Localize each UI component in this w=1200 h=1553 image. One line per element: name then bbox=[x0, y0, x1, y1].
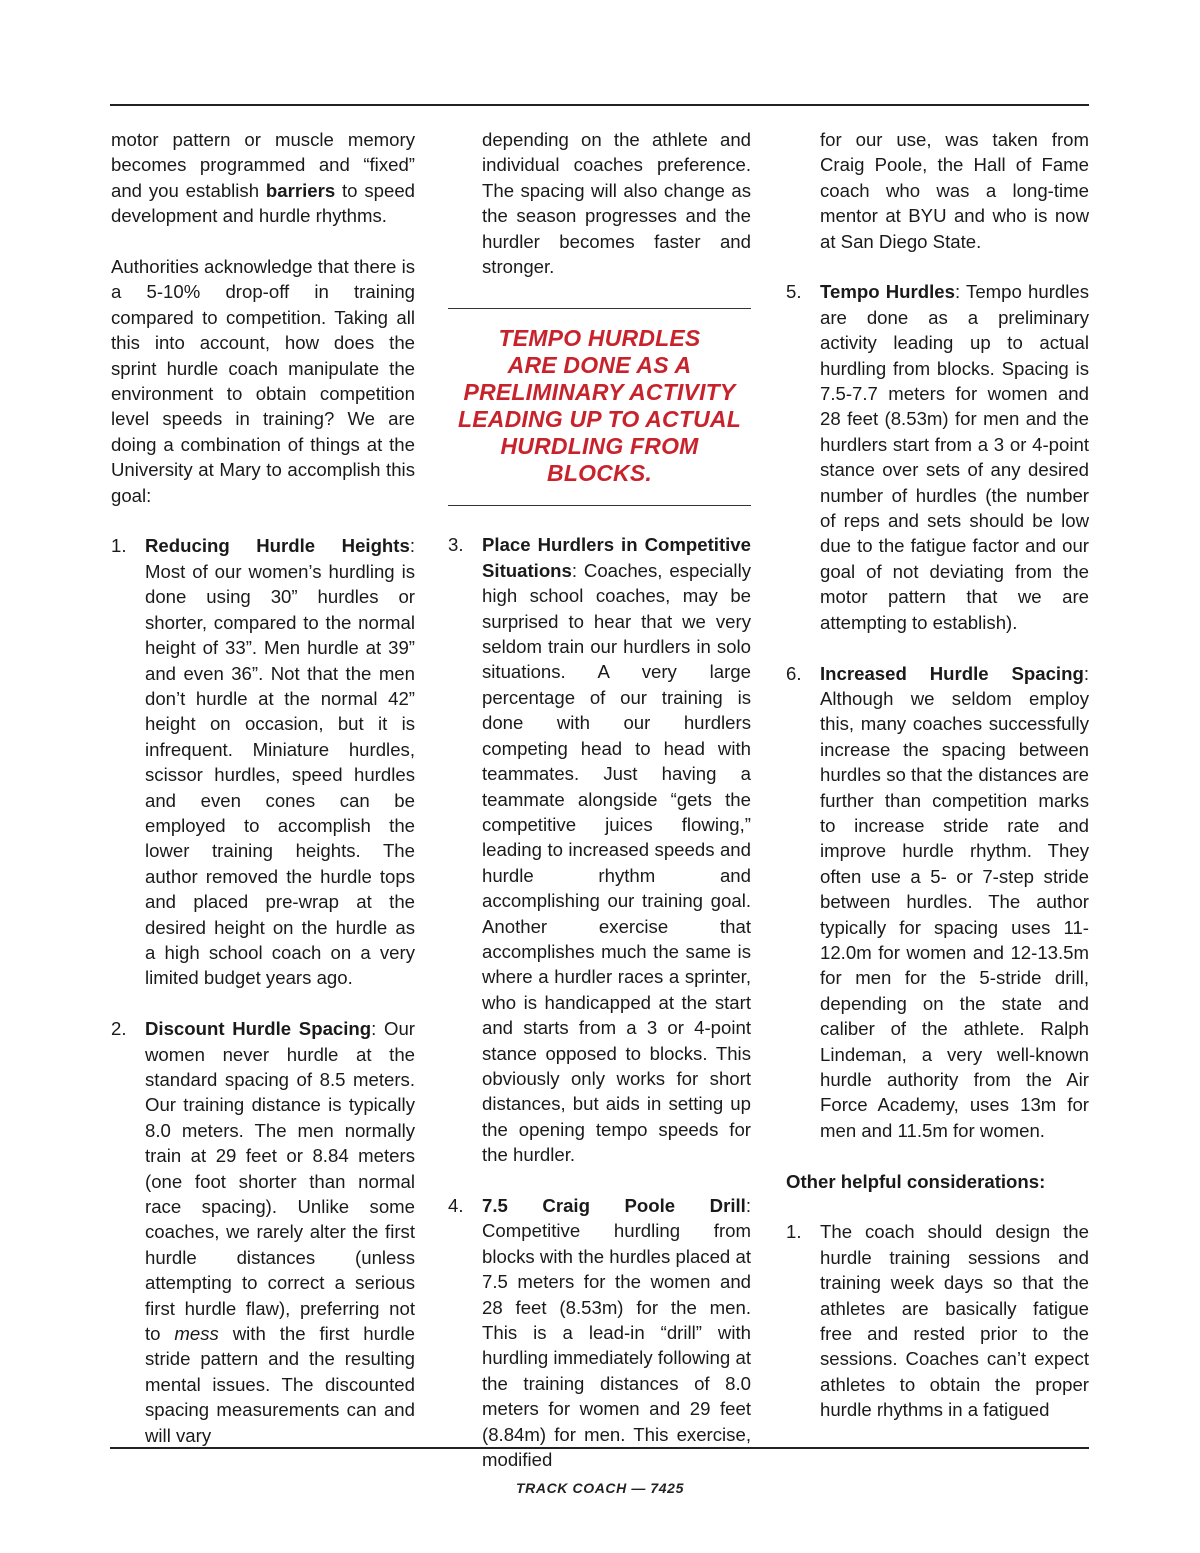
numbered-list bbox=[111, 533, 415, 1448]
item-number: 1. bbox=[786, 1221, 802, 1243]
numbered-list bbox=[786, 279, 1089, 1143]
item-number: 5. bbox=[786, 281, 802, 303]
column-3 bbox=[786, 127, 1089, 1448]
list-item bbox=[786, 1219, 1089, 1422]
list-item bbox=[786, 661, 1089, 1144]
item-heading: Reducing Hurdle Heights bbox=[145, 535, 410, 557]
item-number: 6. bbox=[786, 662, 802, 684]
item-text: : Tempo hurdles are done as a preliminary activity leading up to actual hurdling from blocks. Spacing is 7.5-7.7 meters for women and 28 feet (8.53m) for men and the hurdlers start from a 3 or 4-point stance over sets of any desired number of hurdles (the number of reps and sets should be low due to the fatigue factor and our goal of not deviating from the motor pattern that we are attempting to establish). bbox=[820, 281, 1090, 633]
list-item bbox=[786, 279, 1089, 635]
item-text: : Competitive hurdling from blocks with the hurdles placed at 7.5 meters for the women and 28 feet (8.53m) for the men. This is a lead-in “drill” with hurdling immediately following at the training distances of 8.0 meters for women and 29 feet (8.84m) for men. This exercise, modified bbox=[482, 1194, 751, 1471]
item-text: The coach should design the hurdle training sessions and training week days so that the athletes are basically fatigue free and rested prior to the sessions. Coaches can’t expect athletes to obtain the proper hurdle rhythms in a fatigued bbox=[820, 1221, 1089, 1421]
pull-quote bbox=[448, 308, 751, 506]
column-2 bbox=[448, 127, 751, 1498]
continued-text: for our use, was taken from Craig Poole, the Hall of Fame coach who was a long-time mentor at BYU and who is now at San Diego State. bbox=[820, 129, 1089, 252]
paragraph-motor-pattern bbox=[111, 127, 415, 229]
page-footer: TRACK COACH — 7425 bbox=[516, 1480, 684, 1496]
italic-run: mess bbox=[174, 1323, 219, 1345]
item-text: : Although we seldom employ this, many coaches successfully increase the spacing between hurdles so that the distances are further than competition marks to increase stride rate and improve hurdle rhythm. They often use a 5- or 7-step stride between hurdles. The author typically for spacing uses 11-12.0m for women and 12-13.5m for men for the 5-stride drill, depending on the state and caliber of the athlete. Ralph Lindeman, a very well-known hurdle authority from the Air Force Academy, uses 13m for men and 11.5m for women. bbox=[820, 662, 1089, 1141]
item-text: : Coaches, especially high school coaches, may be surprised to hear that we very seldom train our hurdlers in solo situations. A very large percentage of our training is done with our hurdlers competing head to head with teammates. Just having a teammate alongside “gets the competitive juices flowing,” leading to increased speeds and hurdle rhythm and accomplishing our training goal. Another exercise that accomplishes much the same is where a hurdler races a sprinter, who is handicapped at the start and starts from a 3 or 4-point stance opposed to blocks. This obviously only works for short distances, but aids in setting up the opening tempo speeds for the hurdler. bbox=[482, 559, 751, 1166]
item-text: : Most of our women’s hurdling is done using 30” hurdles or shorter, compared to the normal height of 33”. Men hurdle at 39” and even 36”. Not that the men don’t hurdle at the normal 42” height on occasion, but it is infrequent. Miniature hurdles, scissor hurdles, speed hurdles and even cones can be employed to accomplish the lower training heights. The author removed the hurdle tops and placed pre-wrap at the desired height on the hurdle as a high school coach on a very limited budget years ago. bbox=[145, 535, 415, 989]
pull-quote-line: TEMPO HURDLES bbox=[498, 325, 701, 352]
pull-quote-line: HURDLING FROM bbox=[500, 433, 699, 460]
pull-quote-line: BLOCKS. bbox=[547, 460, 652, 487]
continued-text: depending on the athlete and individual coaches preference. The spacing will also change as the season progresses and the hurdler becomes faster and stronger. bbox=[482, 129, 751, 278]
text-run: motor pattern or muscle memory becomes programmed and “fixed” and you establish bbox=[111, 129, 415, 201]
list-item bbox=[111, 1016, 415, 1448]
item-number: 4. bbox=[448, 1194, 464, 1216]
top-rule bbox=[110, 104, 1089, 106]
item-heading: Discount Hurdle Spacing bbox=[145, 1018, 372, 1040]
item-number: 1. bbox=[111, 535, 127, 557]
item-heading: Tempo Hurdles bbox=[820, 281, 955, 303]
bottom-rule bbox=[110, 1447, 1089, 1449]
column-1 bbox=[111, 127, 415, 1473]
numbered-list bbox=[448, 532, 751, 1472]
item-number: 3. bbox=[448, 534, 464, 556]
item-number: 2. bbox=[111, 1018, 127, 1040]
list-item bbox=[111, 533, 415, 990]
subheading: Other helpful considerations: bbox=[786, 1170, 1046, 1192]
pull-quote-line: ARE DONE AS A bbox=[507, 352, 692, 379]
bold-run: barriers bbox=[265, 179, 336, 201]
paragraph-authorities: Authorities acknowledge that there is a 5-10% drop-off in training compared to competition. Taking all this into account, how does the sprint hurdle coach manipulate the environment to obtain competition level speeds in training? We are doing a combination of things at the University at Mary to accomplish this goal: bbox=[111, 256, 415, 506]
numbered-list bbox=[786, 1219, 1089, 1422]
list-item bbox=[448, 532, 751, 1167]
pull-quote-line: PRELIMINARY ACTIVITY bbox=[463, 379, 736, 406]
item-heading: Place Hurdlers in Competitive Situations bbox=[482, 534, 751, 581]
list-item bbox=[448, 1193, 751, 1472]
item-text: with the first hurdle stride pattern and the resulting mental issues. The discounted spacing measurements can and will vary bbox=[145, 1323, 415, 1446]
item-text: : Our women never hurdle at the standard spacing of 8.5 meters. Our training distance is typically 8.0 meters. The men normally train at 29 feet or 8.84 meters (one foot shorter than normal race spacing). Unlike some coaches, we rarely alter the first hurdle distances (unless attempting to correct a serious first hurdle flaw), preferring not to bbox=[145, 1018, 415, 1345]
text-run: to speed development and hurdle rhythms. bbox=[111, 179, 416, 227]
item-heading: Increased Hurdle Spacing bbox=[820, 662, 1084, 684]
pull-quote-line: LEADING UP TO ACTUAL bbox=[458, 406, 741, 433]
item-heading: 7.5 Craig Poole Drill bbox=[482, 1194, 746, 1216]
